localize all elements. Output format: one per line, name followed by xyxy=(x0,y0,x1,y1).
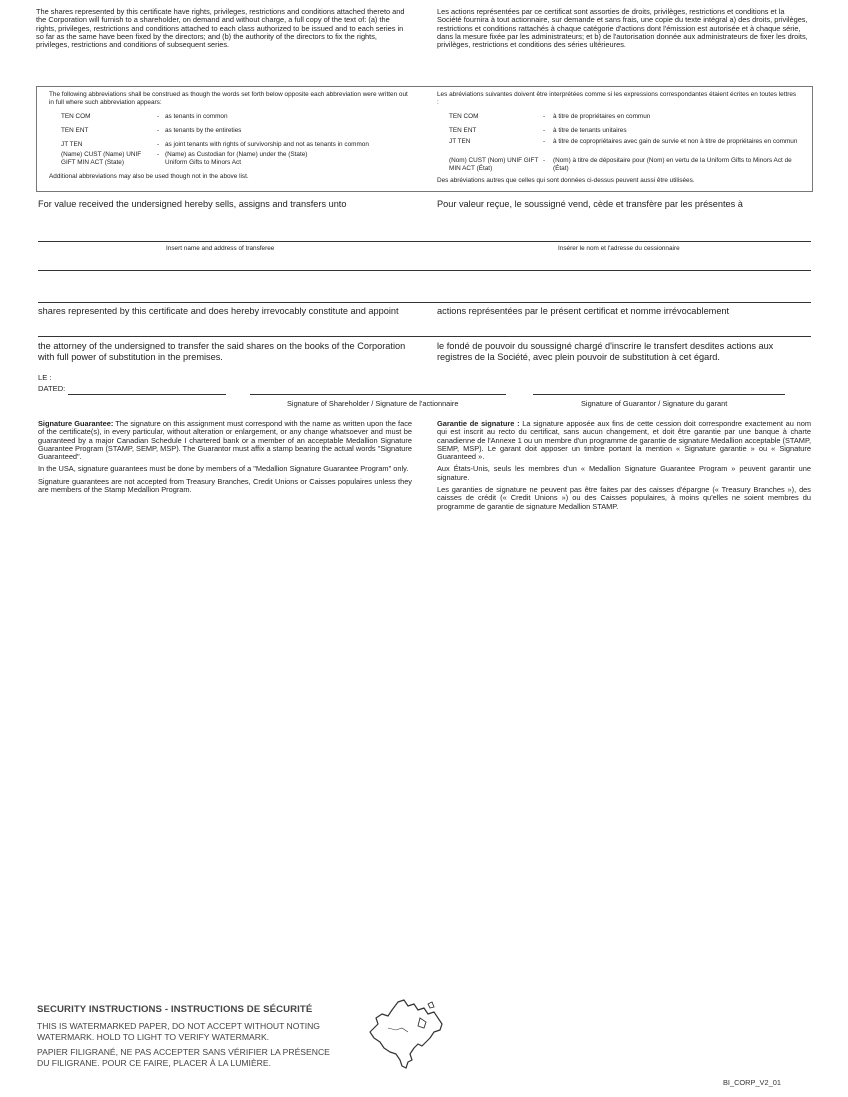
abbr-dash: - xyxy=(157,151,160,158)
attorney-text-en: the attorney of the undersigned to transfer the said shares on the books of the Corporation with full power of substitution in the premises. xyxy=(38,341,406,362)
abbr-dash: - xyxy=(543,157,546,164)
abbreviations-heading-fr: Les abréviations suivantes doivent être interprétées comme si les expressions correspondantes étaient écrites en toutes lettres : xyxy=(437,91,797,106)
abbr-key-fr: TEN COM xyxy=(449,113,479,120)
guarantee-exclusions-en: Signature guarantees are not accepted from Treasury Branches, Credit Unions or Caisses populaires unless they are members of the Stamp Medallion Program. xyxy=(38,476,412,495)
abbr-key-fr: TEN ENT xyxy=(449,127,477,134)
guarantee-body-en: The signature on this assignment must correspond with the name as written upon the face of the certificate(s), in every particular, without alteration or enlargement, or any change whatsoever and must be guaranteed by a major Canadian Schedule I chartered bank or a member of an acceptable Medallion Signature Guarantee Program (STAMP, SEMP, MSP). The Guarantor must affix a stamp bearing the actual words "Signature Guaranteed". xyxy=(38,419,413,462)
abbr-dash: - xyxy=(543,113,546,120)
abbr-key-en: (Name) CUST (Name) UNIF GIFT MIN ACT (State) xyxy=(61,151,142,166)
guarantee-paragraph-fr xyxy=(437,420,811,461)
abbreviations-box xyxy=(36,86,813,192)
attorney-line[interactable] xyxy=(38,336,811,337)
guarantee-en xyxy=(38,420,412,494)
abbr-value-fr: (Nom) à titre de dépositaire pour (Nom) en vertu de la Uniform Gifts to Minors Act de (État) xyxy=(553,157,792,172)
guarantee-fr xyxy=(437,420,811,511)
abbr-dash: - xyxy=(157,141,160,148)
transferee-caption-fr: Insérer le nom et l'adresse du cessionnaire xyxy=(558,245,680,252)
guarantee-title-en: Signature Guarantee: xyxy=(38,419,114,428)
abbr-key-en: TEN COM xyxy=(61,113,91,120)
abbr-key-en: TEN ENT xyxy=(61,127,89,134)
abbr-key-en: JT TEN xyxy=(61,141,83,148)
abbr-dash: - xyxy=(543,138,546,145)
guarantor-signature-caption: Signature of Guarantor / Signature du garant xyxy=(581,399,728,408)
abbr-value-fr: à titre de propriétaires en commun xyxy=(553,113,651,120)
security-line-fr-1: PAPIER FILIGRANÉ, NE PAS ACCEPTER SANS VÉRIFIER LA PRÉSENCE xyxy=(37,1047,330,1057)
north-america-map-icon xyxy=(368,998,450,1074)
abbr-dash: - xyxy=(157,127,160,134)
form-code: BI_CORP_V2_01 xyxy=(723,1078,781,1087)
shares-text-fr: actions représentées par le présent certificat et nomme irrévocablement xyxy=(437,306,730,316)
shares-number-line[interactable] xyxy=(38,302,811,303)
intro-english: The shares represented by this certificate have rights, privileges, restrictions and conditions attached thereto and the Corporation will furnish to a shareholder, on demand and without charge, a full copy of the text of: (a) the rights, privileges, restrictions and conditions attached to each class authorized to be issued and to each series in so far as the same have been fixed by the directors; and (b) the authority of the directors to fix the rights, privileges, restrictions and conditions of subsequent series. xyxy=(36,7,405,50)
shares-text-en: shares represented by this certificate and does hereby irrevocably constitute and appoint xyxy=(38,306,399,316)
transferee-address-line[interactable] xyxy=(38,270,811,271)
abbr-value-en: (Name) as Custodian for (Name) under the (State) Uniform Gifts to Minors Act xyxy=(165,151,308,166)
shareholder-signature-caption: Signature of Shareholder / Signature de l'actionnaire xyxy=(287,399,459,408)
abbreviations-footer-fr: Des abréviations autres que celles qui sont données ci-dessus peuvent aussi être utilisées. xyxy=(437,177,695,184)
guarantee-paragraph-en xyxy=(38,420,412,461)
guarantee-usa-fr: Aux États-Unis, seuls les membres d'un « Medallion Signature Guarantee Program » peuvent garantir une signature. xyxy=(437,464,811,482)
guarantee-usa-en: In the USA, signature guarantees must be done by members of a "Medallion Signature Guarantee Program" only. xyxy=(38,464,409,474)
security-line-en-1: THIS IS WATERMARKED PAPER, DO NOT ACCEPT WITHOUT NOTING xyxy=(37,1021,320,1031)
guarantee-exclusions-fr: Les garanties de signature ne peuvent pas être faites par des caisses d'épargne (« Treasury Branches »), des caisses de crédit (« Credit Unions ») ou des Caisses populaires, à moins qu'elles ne soient membres du programme de garantie de signature Medallion STAMP. xyxy=(437,485,811,511)
abbr-value-fr: à titre de copropriétaires avec gain de survie et non à titre de propriétaires en commun xyxy=(553,138,798,145)
abbreviations-heading-en: The following abbreviations shall be construed as though the words set forth below opposite each abbreviation were written out in full where such abbreviation appears: xyxy=(49,91,408,106)
transferee-name-line[interactable] xyxy=(38,241,811,242)
security-title: SECURITY INSTRUCTIONS - INSTRUCTIONS DE SÉCURITÉ xyxy=(37,1004,313,1015)
dated-label: DATED: xyxy=(38,384,66,393)
date-line[interactable] xyxy=(68,394,226,395)
attorney-text-fr: le fondé de pouvoir du soussigné chargé d'inscrire le transfert desdites actions aux registres de la Société, avec plein pouvoir de substitution à cet égard. xyxy=(437,341,774,362)
abbreviations-footer-en: Additional abbreviations may also be used though not in the above list. xyxy=(49,173,249,180)
received-text-en: For value received the undersigned hereby sells, assigns and transfers unto xyxy=(38,199,347,209)
abbr-key-fr: (Nom) CUST (Nom) UNIF GIFT MIN ACT (État) xyxy=(449,157,539,172)
security-line-fr-2: DU FILIGRANE. POUR CE FAIRE, PLACER À LA LUMIÈRE. xyxy=(37,1058,271,1068)
abbr-value-en: as tenants in common xyxy=(165,113,228,120)
abbr-dash: - xyxy=(543,127,546,134)
shareholder-signature-line[interactable] xyxy=(250,394,506,395)
abbr-value-fr: à titre de tenants unitaires xyxy=(553,127,627,134)
abbr-value-en: as tenants by the entireties xyxy=(165,127,242,134)
abbr-key-fr: JT TEN xyxy=(449,138,471,145)
security-line-en-2: WATERMARK. HOLD TO LIGHT TO VERIFY WATERMARK. xyxy=(37,1032,270,1042)
abbr-dash: - xyxy=(157,113,160,120)
guarantor-signature-line[interactable] xyxy=(533,394,785,395)
intro-french: Les actions représentées par ce certificat sont assorties de droits, privilèges, restrictions et conditions et la Société fournira à tout actionnaire, sur demande et sans frais, une copie du texte intégral a) des droits, privilèges, restrictions et conditions rattachés à chaque catégorie d'actions dont l'émission est autorisée et à chaque série, dans la mesure fixée par les administrateurs; et b) de l'autorisation donnée aux administrateurs de fixer les droits, privilèges, restrictions et conditions des séries ultérieures. xyxy=(437,7,808,50)
received-text-fr: Pour valeur reçue, le soussigné vend, cède et transfère par les présentes à xyxy=(437,199,743,209)
le-label: LE : xyxy=(38,373,52,382)
guarantee-title-fr: Garantie de signature : xyxy=(437,419,520,428)
transferee-caption-en: Insert name and address of transferee xyxy=(166,245,275,252)
abbr-value-en: as joint tenants with rights of survivorship and not as tenants in common xyxy=(165,141,369,148)
guarantee-body-fr: La signature apposée aux fins de cette cession doit correspondre exactement au nom qui est inscrit au recto du certificat, sans aucun changement, et doit être garantie par une banque à charte canadienne de l'Annexe 1 ou un membre d'un programme de garantie de signature Medallion acceptable (STAMP, SEMP, MSP). Le garant doit apposer un timbre portant la mention « Signature garantie » ou « Signature Guaranteed ». xyxy=(437,419,811,462)
